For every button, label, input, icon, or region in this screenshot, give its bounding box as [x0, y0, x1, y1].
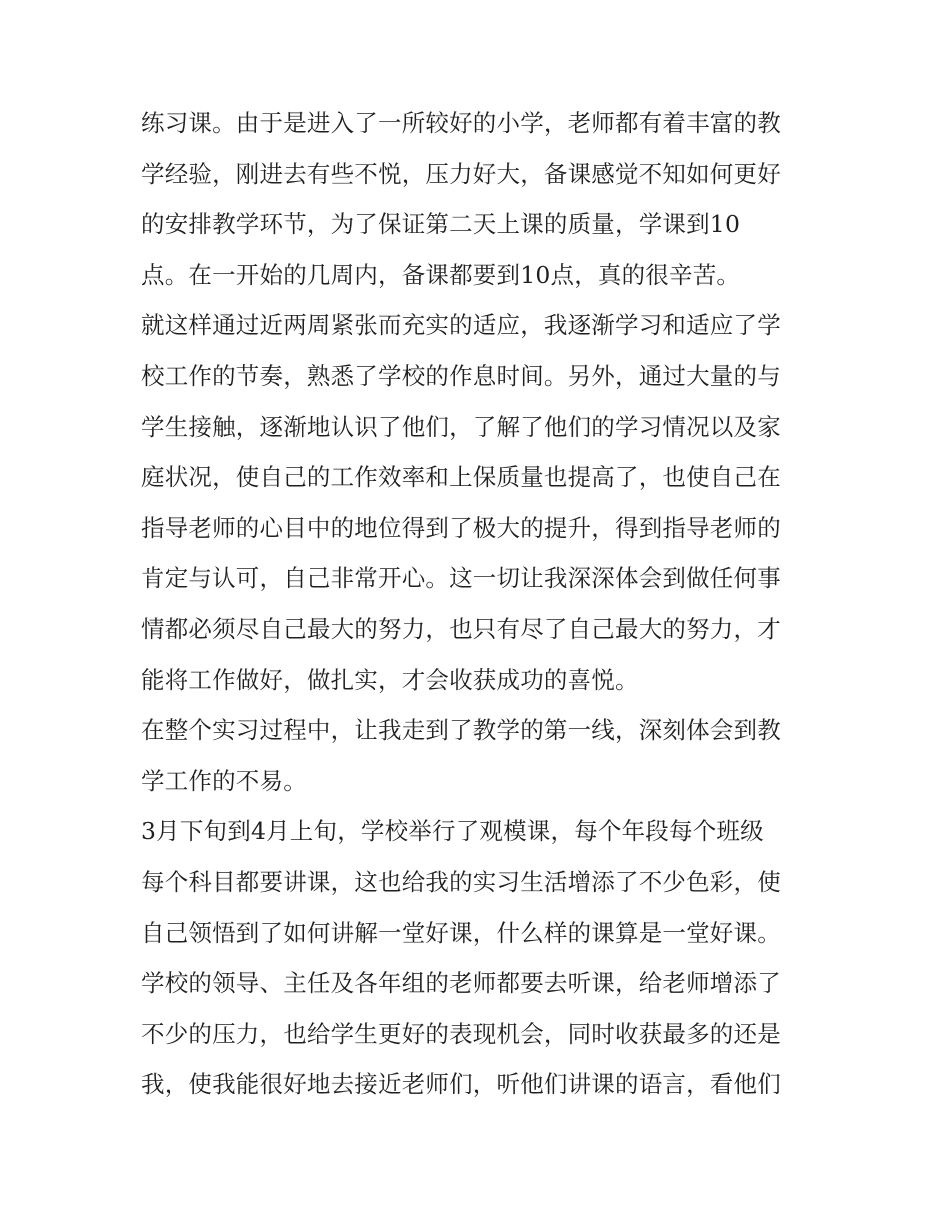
- text-line: 学工作的不易。: [141, 766, 307, 795]
- text-line: 指导老师的心目中的地位得到了极大的提升，得到指导老师的: [141, 513, 781, 542]
- text-line: 校工作的节奏，熟悉了学校的作息时间。另外，通过大量的与: [141, 361, 781, 390]
- text-line: 我，使我能很好地去接近老师们，听他们讲课的语言，看他们: [141, 1070, 781, 1099]
- text-line: 就这样通过近两周紧张而充实的适应，我逐渐学习和适应了学: [141, 311, 781, 340]
- text-line: 在整个实习过程中，让我走到了教学的第一线，深刻体会到教: [141, 716, 781, 745]
- text-line: 不少的压力，也给学生更好的表现机会，同时收获最多的还是: [141, 1019, 781, 1048]
- text-line: 庭状况，使自己的工作效率和上保质量也提高了，也使自己在: [141, 463, 781, 492]
- text-line: 学经验，刚进去有些不悦，压力好大，备课感觉不知如何更好: [141, 159, 781, 188]
- text-line: 学校的领导、主任及各年组的老师都要去听课，给老师增添了: [141, 969, 781, 998]
- text-line: 学生接触，逐渐地认识了他们，了解了他们的学习情况以及家: [141, 412, 781, 441]
- text-line: 点。在一开始的几周内，备课都要到10点，真的很辛苦。: [141, 260, 741, 289]
- text-line: 自己领悟到了如何讲解一堂好课，什么样的课算是一堂好课。: [141, 918, 781, 947]
- text-line: 每个科目都要讲课，这也给我的实习生活增添了不少色彩，使: [141, 867, 781, 896]
- text-line: 能将工作做好，做扎实，才会收获成功的喜悦。: [141, 665, 639, 694]
- text-line: 练习课。由于是进入了一所较好的小学，老师都有着丰富的教: [141, 109, 781, 137]
- document-body: [141, 98, 821, 1110]
- text-line: 的安排教学环节，为了保证第二天上课的质量，学课到10: [141, 210, 741, 239]
- text-line: 肯定与认可，自己非常开心。这一切让我深深体会到做任何事: [141, 564, 781, 593]
- text-line: 情都必须尽自己最大的努力，也只有尽了自己最大的努力，才: [141, 614, 781, 643]
- text-line: 3月下旬到4月上旬，学校举行了观模课，每个年段每个班级: [141, 817, 764, 846]
